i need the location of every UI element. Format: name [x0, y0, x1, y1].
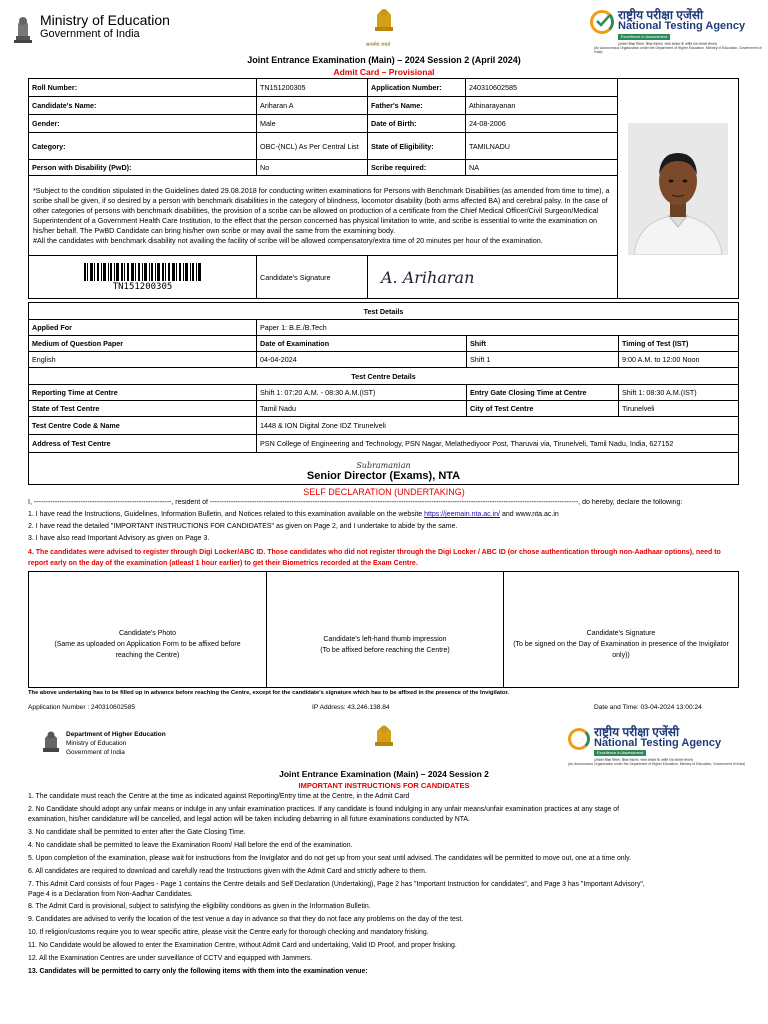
scribe-value: NA — [466, 160, 618, 176]
dob-value: 24-08-2006 — [466, 115, 618, 133]
nta-check-icon — [596, 15, 610, 27]
director-cell — [29, 453, 739, 485]
pwd-label: Person with Disability (PwD): — [29, 160, 257, 176]
photo-box-note: (Same as uploaded on Application Form to be affixed before reaching the Centre) — [54, 641, 241, 659]
roll-value: TN151200305 — [257, 79, 368, 97]
signature-label: Candidate's Signature — [257, 256, 368, 299]
dept-ministry: Ministry of Education — [66, 740, 127, 747]
date-value: 04-04-2024 — [257, 352, 467, 368]
father-label: Father's Name: — [368, 97, 466, 115]
instruction-item: 7. This Admit Card consists of four Pages - Page 1 contains the Centre details and Self Declaration (Undertaking), Page 2 has "Important Instruction for candidates", and Page 3 has "Important Advisory", Page 4 is a Declaration from Non-Aadhar Candidates. — [28, 880, 645, 898]
medium-value: English — [29, 352, 257, 368]
footer-date-time: Date and Time: 03-04-2024 13:00:24 — [594, 704, 702, 711]
scribe-label: Scribe required: — [368, 160, 466, 176]
declaration-item-1 — [28, 511, 559, 518]
nta-desc-english-page2: (An Autonomous Organization under the Department of Higher Education, Ministry of Education, Government of India) — [568, 762, 745, 766]
date-label: Date of Examination — [257, 336, 467, 352]
appno-label: Application Number: — [368, 79, 466, 97]
nta-tagline-page2: Excellence in Assessment — [594, 750, 646, 756]
pwd-note: *Subject to the condition stipulated in the Guidelines dated 29.08.2018 for conducting written examinations for Persons with Benchmark Disabilities (as amended from time to time), a scribe shall be given, if so desired by a person with benchmark disabilities in the category of blindness, locomotor disability (both arms affected BA) and cerebral palsy. In the case of other categories of persons with benchmark disabilities, the provision of a scribe can be allowed on production of a certificate from the Chief Medical Officer/Civil Surgeon/Medical Superintendent of a Government Health Care Institution, to the effect that the person concerned has physical limitation to write, and scribe is essential to write the examination on his/her behalf. The PwBD Candidate can bring his/her own scribe or may avail the same from the examining body. — [33, 185, 610, 235]
instruction-item: 11. No Candidate would be allowed to enter the Examination Centre, without Admit Card and undertaking, Valid ID Proof, and proper frisking. — [28, 942, 457, 950]
page2-exam-title: Joint Entrance Examination (Main) – 2024 Session 2 — [279, 769, 489, 779]
instruction-item: 5. Upon completion of the examination, please wait for instructions from the Invigilator and do not get up from your seat until advised. The candidates will be permitted to move out, one at a time only. — [28, 854, 632, 862]
category-value: OBC-(NCL) As Per Central List — [257, 133, 368, 160]
instruction-item: 3. No candidate shall be permitted to enter after the Gate Closing Time. — [28, 828, 246, 836]
signature-box-text — [511, 598, 731, 661]
photo-box — [28, 571, 267, 688]
instructions-heading: IMPORTANT INSTRUCTIONS FOR CANDIDATES — [298, 781, 470, 790]
instruction-item: 6. All candidates are required to download and carefully read the Instructions given with the Admit Card and strictly adhere to them. — [28, 867, 427, 875]
signature-box-note: (To be signed on the Day of Examination in presence of the Invigilator only)) — [513, 641, 729, 659]
photo-cell — [618, 79, 739, 299]
reporting-label: Reporting Time at Centre — [29, 385, 257, 401]
applied-value: Paper 1: B.E./B.Tech — [257, 320, 739, 336]
director-signature: Subramanian — [356, 461, 411, 470]
declaration-item-2: 2. I have read the detailed "IMPORTANT INSTRUCTIONS FOR CANDIDATES" as given on Page 2, and I undertake to abide by the same. — [28, 523, 458, 530]
pwd-note-cell — [29, 176, 618, 256]
state-eligibility-value: TAMILNADU — [466, 133, 618, 160]
director-title: Senior Director (Exams), NTA — [306, 470, 461, 482]
reporting-value: Shift 1: 07:20 A.M. - 08:30 A.M.(IST) — [257, 385, 467, 401]
signature-cell — [368, 256, 618, 299]
india-emblem-icon — [10, 12, 36, 46]
nta-hindi-name-page2: राष्ट्रीय परीक्षा एजेंसी — [594, 725, 680, 739]
india-emblem-icon-page2 — [40, 728, 62, 758]
instruction-item: 9. Candidates are advised to verify the location of the test venue a day in advance so that they do not face any problems on the day of the test. — [28, 916, 464, 924]
nta-hindi-name: राष्ट्रीय परीक्षा एजेंसी — [618, 8, 704, 22]
nta-desc-hindi-page2: (उच्चतर शिक्षा विभाग, शिक्षा मंत्रालय, भारत सरकार के अधीन एक स्वायत्त संगठन) — [594, 758, 694, 762]
barcode-text: TN151200305 — [112, 281, 173, 292]
dept-gov: Government of India — [66, 749, 125, 756]
dept-title: Department of Higher Education — [66, 731, 166, 738]
roll-label: Roll Number: — [29, 79, 257, 97]
candidate-photo — [628, 123, 728, 255]
timing-value: 9:00 A.M. to 12:00 Noon — [619, 352, 739, 368]
shift-label: Shift — [467, 336, 619, 352]
instruction-item: 8. The Admit Card is provisional, subject to satisfying the eligibility conditions as given in the Information Bulletin. — [28, 903, 371, 911]
nta-tagline: Excellence in Assessment — [618, 34, 670, 40]
applied-label: Applied For — [29, 320, 257, 336]
instruction-item: 1. The candidate must reach the Centre at the time as indicated against Reporting/Entry time at the Centre, in the Admit Card — [28, 793, 410, 800]
centre-address-value: PSN College of Engineering and Technology, PSN Nagar, Melathediyoor Post, Tharuvai via, Tirunelveli, Tamil Nadu, India, 627152 — [257, 435, 739, 453]
centre-code-label: Test Centre Code & Name — [29, 417, 257, 435]
ministry-title: Ministry of Education — [40, 12, 170, 28]
centre-code-value: 1448 & ION Digital Zone IDZ Tirunelveli — [257, 417, 739, 435]
dob-label: Date of Birth: — [368, 115, 466, 133]
instruction-item: 12. All the Examination Centres are under surveillance of CCTV and equipped with Jammers. — [28, 955, 313, 963]
emblem-caption: सत्यमेव जयते — [366, 42, 391, 48]
thumb-box — [266, 571, 504, 688]
centre-state-value: Tamil Nadu — [257, 401, 467, 417]
name-label: Candidate's Name: — [29, 97, 257, 115]
test-details-heading: Test Details — [29, 303, 739, 320]
gate-value: Shift 1: 08:30 A.M.(IST) — [619, 385, 739, 401]
undertaking-note: The above undertaking has to be filled up in advance before reaching the Centre, except for the candidate's signature which has to be affixed in the presence of the Invigilator. — [28, 690, 510, 696]
barcode-cell — [29, 256, 257, 299]
pwd-value: No — [257, 160, 368, 176]
nta-english-name-page2: National Testing Agency — [594, 737, 722, 749]
declaration-item-3: 3. I have also read Important Advisory as given on Page 3. — [28, 535, 210, 542]
gender-value: Male — [257, 115, 368, 133]
shift-value: Shift 1 — [467, 352, 619, 368]
footer-ip-address: IP Address: 43.246.138.84 — [312, 704, 390, 711]
nta-english-name: National Testing Agency — [618, 20, 746, 32]
test-details-table — [28, 302, 739, 368]
photo-box-title: Candidate's Photo — [119, 630, 176, 637]
barcode-icon — [84, 263, 202, 281]
declaration-item-1-tail: and www.nta.ac.in — [500, 511, 559, 518]
signature-box — [503, 571, 739, 688]
jeemain-link[interactable]: https://jeemain.nta.ac.in/ — [424, 511, 501, 518]
instruction-item: 2. No Candidate should adopt any unfair means or indulge in any unfair examination practices. If any candidate is found indulging in any unfair means/unfair examination practices at any stage of examination, his/her candidature will be cancelled, and legal action will be taken including debarring in all future examinations conducted by NTA. — [28, 805, 620, 823]
nta-desc-english: (An Autonomous Organization under the Department of Higher Education, Ministry of Education, Government of India) — [594, 46, 762, 54]
admit-card-label: Admit Card – Provisional — [333, 67, 435, 77]
father-value: Athinarayanan — [466, 97, 618, 115]
declaration-intro: I, -----------------------------------------------------------, resident of --------------------------------------------------------------------------------------------------------------------------------------------------------------, do hereby, declare the following: — [28, 499, 683, 506]
state-eligibility-label: State of Eligibility: — [368, 133, 466, 160]
category-label: Category: — [29, 133, 257, 160]
centre-city-value: Tirunelveli — [619, 401, 739, 417]
thumb-box-title: Candidate's left-hand thumb impression — [323, 635, 447, 643]
test-centre-heading: Test Centre Details — [29, 368, 739, 385]
candidate-table — [28, 78, 739, 299]
instructions-list — [28, 792, 748, 980]
pwd-note-2: #All the candidates with benchmark disability not availing the facility of scribe will be allowed compensatory/extra time of 20 minutes per hour of the examination. — [33, 235, 543, 245]
timing-label: Timing of Test (IST) — [619, 336, 739, 352]
name-value: Ariharan A — [257, 97, 368, 115]
test-centre-table — [28, 367, 739, 485]
instruction-item: 13. Candidates will be permitted to carry only the following items with them into the examination venue: — [28, 968, 368, 976]
nta-desc-hindi: (उच्चतर शिक्षा विभाग, शिक्षा मंत्रालय, भारत सरकार के अधीन एक स्वायत्त संगठन) — [618, 42, 718, 46]
signature-box-title: Candidate's Signature — [586, 630, 656, 637]
medium-label: Medium of Question Paper — [29, 336, 257, 352]
exam-title: Joint Entrance Examination (Main) – 2024 Session 2 (April 2024) — [247, 55, 521, 65]
gate-label: Entry Gate Closing Time at Centre — [467, 385, 619, 401]
self-declaration-heading: SELF DECLARATION (UNDERTAKING) — [303, 487, 465, 497]
thumb-box-note: (To be affixed before reaching the Centre) — [320, 646, 450, 654]
gender-label: Gender: — [29, 115, 257, 133]
ashoka-emblem-icon-page2 — [373, 722, 395, 754]
instruction-item: 10. If religion/customs require you to wear specific attire, please visit the Centre early for thorough checking and mandatory frisking. — [28, 929, 429, 937]
thumb-box-text — [320, 604, 449, 656]
footer-application-number: Application Number : 240310602585 — [28, 704, 136, 711]
appno-value: 240310602585 — [466, 79, 618, 97]
nta-logo-icon-page2 — [568, 728, 590, 750]
government-subtitle: Government of India — [40, 28, 140, 40]
declaration-item-1-text: 1. I have read the Instructions, Guidelines, Information Bulletin, and Notices related to this examination available on the website — [28, 511, 425, 518]
centre-address-label: Address of Test Centre — [29, 435, 257, 453]
declaration-item-4: 4. The candidates were advised to register through Digi Locker/ABC ID. Those candidates who did not register through the Digi Locker / ABC ID (or chose authentication through non-Aadhaar options), need to report early on the day of the examination (atleast 1 hour earlier) to get their Biometrics recorded at the Exam Centre. — [28, 549, 721, 567]
candidate-signature: A. Ariharan — [381, 267, 475, 287]
centre-city-label: City of Test Centre — [467, 401, 619, 417]
instruction-item: 4. No candidate shall be permitted to leave the Examination Room/ Hall before the end of the examination. — [28, 841, 353, 849]
centre-state-label: State of Test Centre — [29, 401, 257, 417]
ashoka-emblem-icon — [372, 5, 396, 41]
photo-box-text — [43, 598, 253, 661]
